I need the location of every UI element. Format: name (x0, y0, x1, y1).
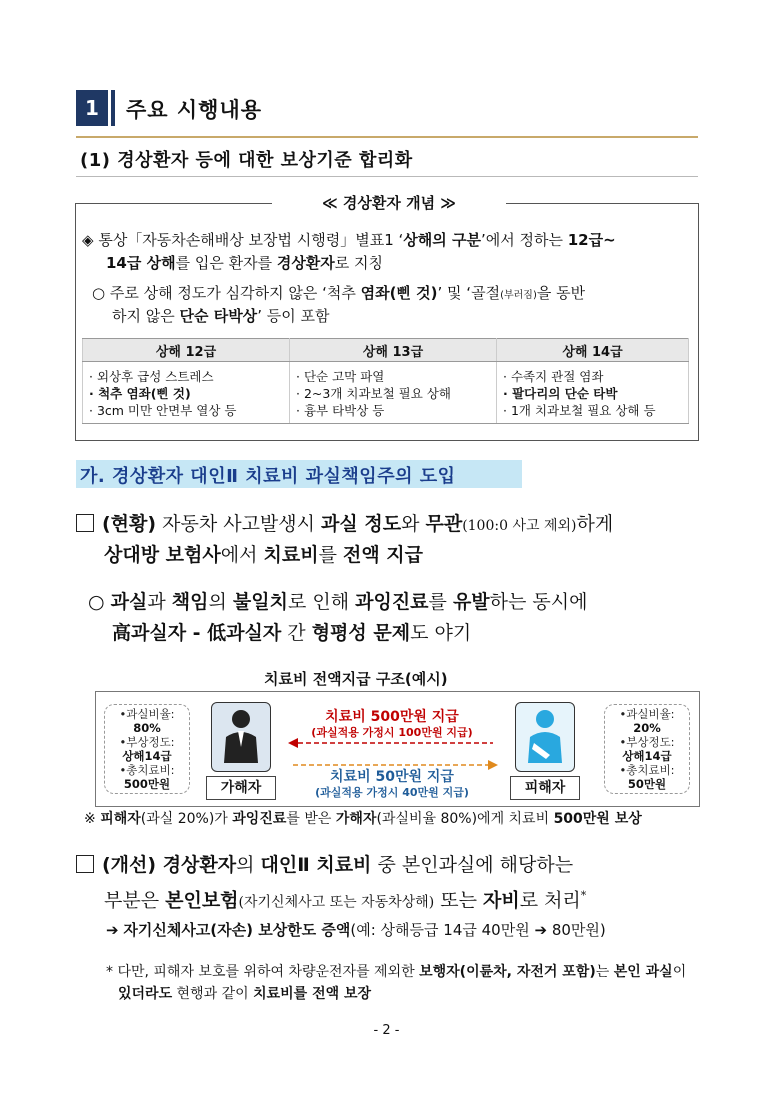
circle-bullet-icon: ○ (92, 284, 106, 302)
concept-line-4: 하지 않은 단순 타박상’ 등이 포함 (112, 307, 330, 325)
para-current-line-1: (현황) 자동차 사고발생시 과실 정도와 무관(100:0 사고 제외)하게 (76, 510, 613, 540)
victim-label: 피해자 (510, 776, 580, 800)
para-problem-line-1: ○ 과실과 책임의 불일치로 인해 과잉진료를 유발하는 동시에 (88, 591, 588, 613)
footnote-line-1: * 다만, 피해자 보호를 위하여 차량운전자를 제외한 보행자(이륜차, 자전거 포함)는 본인 과실이 (106, 964, 687, 980)
section-underline (76, 136, 698, 138)
page-number: - 2 - (373, 1023, 400, 1038)
right-arrow-icon: ➔ (106, 921, 119, 939)
arrow-line: ➔ 자기신체사고(자손) 보상한도 증액(예: 상해등급 14급 40만원 ➔ 80만원) (106, 921, 606, 939)
table-cell-grade13: · 단순 고막 파열 · 2~3개 치과보철 필요 상해 · 흉부 타박상 등 (290, 362, 497, 424)
diagram-note: ※ 피해자(과실 20%)가 과잉진료를 받은 가해자(과실비율 80%)에게 치료비 500만원 보상 (84, 811, 642, 827)
injury-grade-table (82, 338, 689, 424)
victim-injured-person-icon (515, 702, 575, 772)
square-bullet-icon (76, 514, 94, 532)
victim-info-card: •과실비율: 20% •부상정도: 상해14급 •총치료비: 50만원 (604, 704, 690, 794)
para-improvement-line-1: (개선) 경상환자의 대인Ⅱ 치료비 중 본인과실에 해당하는 (76, 851, 573, 879)
subsection-underline (76, 176, 698, 177)
concept-box-title: ≪ 경상환자 개념 ≫ (272, 192, 506, 213)
concept-line-1: ◈ 통상「자동차손해배상 보장법 시행령」별표1 ‘상해의 구분’에서 정하는 12급~ (82, 231, 616, 249)
section-divider-bar (111, 90, 115, 126)
concept-line-3: ○ 주로 상해 정도가 심각하지 않은 ‘척추 염좌(삔 것)’ 및 ‘골절(부러짐)을 동반 (92, 284, 586, 302)
concept-line-2: 14급 상해를 입은 환자를 경상환자로 지칭 (106, 254, 384, 272)
table-cell-grade12: · 외상후 급성 스트레스 · 척추 염좌(삔 것) · 3cm 미만 안면부 열상 등 (83, 362, 290, 424)
diagram-title: 치료비 전액지급 구조(예시) (264, 670, 448, 688)
right-arrow-icon: ➔ (534, 921, 548, 939)
table-header: 상해 13급 (290, 339, 497, 362)
para-problem-line-2: 高과실자 - 低과실자 간 형평성 문제도 야기 (112, 622, 472, 644)
left-arrow-icon (288, 738, 498, 748)
footnote-line-2: 있더라도 현행과 같이 치료비를 전액 보장 (118, 986, 372, 1002)
bottom-arrow-main: 치료비 50만원 지급 (330, 769, 454, 785)
top-arrow-sub: (과실적용 가정시 100만원 지급) (311, 726, 473, 739)
payment-structure-diagram (95, 691, 700, 807)
offender-info-card: •과실비율: 80% •부상정도: 상해14급 •총치료비: 500만원 (104, 704, 190, 794)
square-bullet-icon (76, 855, 94, 873)
offender-label: 가해자 (206, 776, 276, 800)
offender-person-icon (211, 702, 271, 772)
para-improvement-line-2: 부분은 본인보험(자기신체사고 또는 자동차상해) 또는 자비로 처리* (104, 889, 587, 912)
para-current-line-2: 상대방 보험사에서 치료비를 전액 지급 (104, 544, 423, 566)
section-number-badge: 1 (76, 90, 108, 126)
table-header: 상해 14급 (497, 339, 689, 362)
circle-bullet-icon: ○ (88, 591, 105, 613)
heading-ga: 가. 경상환자 대인Ⅱ 치료비 과실책임주의 도입 (80, 466, 456, 487)
subsection-title: (1) 경상환자 등에 대한 보상기준 합리화 (80, 150, 413, 171)
diamond-bullet-icon: ◈ (82, 231, 94, 249)
section-title: 주요 시행내용 (126, 98, 263, 122)
top-arrow-main: 치료비 500만원 지급 (325, 709, 459, 725)
bottom-arrow-sub: (과실적용 가정시 40만원 지급) (315, 786, 469, 799)
table-header: 상해 12급 (83, 339, 290, 362)
table-cell-grade14: · 수족지 관절 염좌 · 팔다리의 단순 타박 · 1개 치과보철 필요 상해 등 (497, 362, 689, 424)
